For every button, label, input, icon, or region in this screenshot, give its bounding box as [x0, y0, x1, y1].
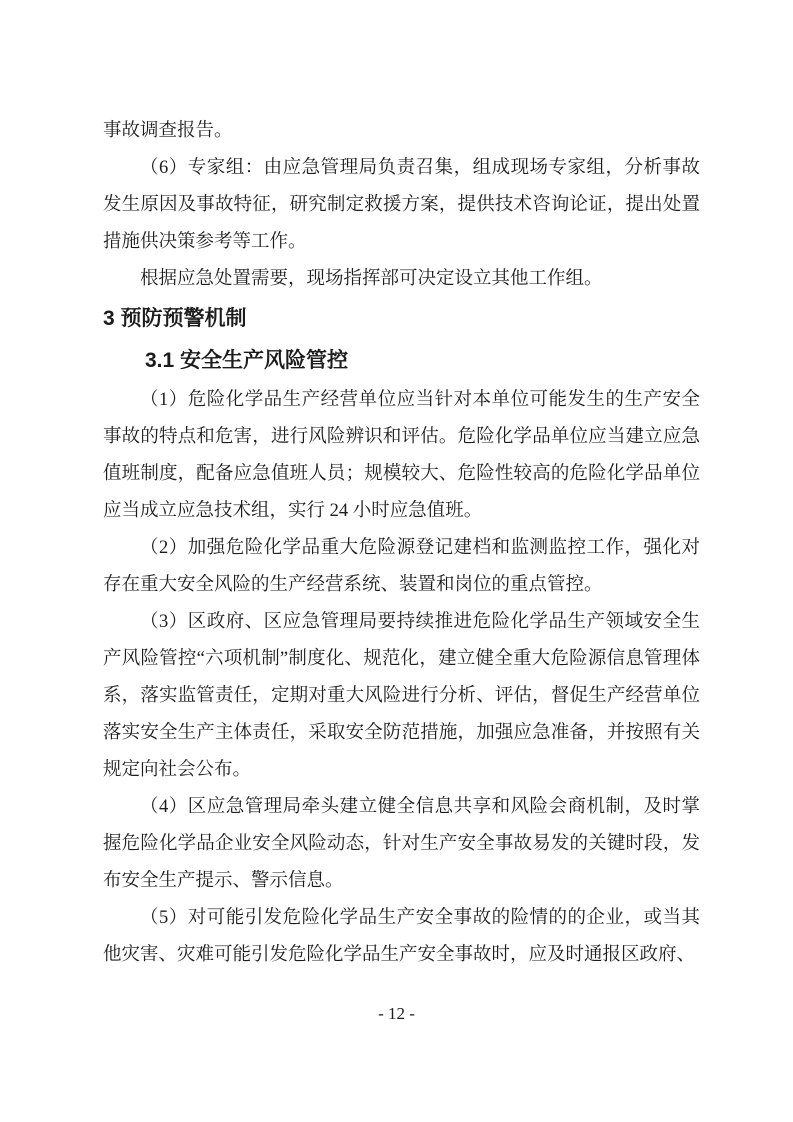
page-number: - 12 - — [378, 1004, 415, 1023]
paragraph-item-3: （3）区政府、区应急管理局要持续推进危险化学品生产领域安全生产风险管控“六项机制”制度化、规范化，建立健全重大危险源信息管理体系，落实监管责任，定期对重大风险进行分析、评估，督促生产经营单位落实安全生产主体责任，采取安全防范措施，加强应急准备，并按照有关规定向社会公布。 — [103, 612, 700, 780]
paragraph-continuation: 事故调查报告。 — [103, 121, 233, 141]
paragraph-expert-group: （6）专家组：由应急管理局负责召集，组成现场专家组，分析事故发生原因及事故特征，研究制定救援方案，提供技术咨询论证，提出处置措施供决策参考等工作。 — [103, 158, 700, 252]
paragraph-item-2: （2）加强危险化学品重大危险源登记建档和监测监控工作，强化对存在重大安全风险的生产经营系统、装置和岗位的重点管控。 — [103, 538, 700, 595]
paragraph-item-5: （5）对可能引发危险化学品生产安全事故的险情的的企业，或当其他灾害、灾难可能引发危险化学品生产安全事故时，应及时通报区政府、 — [103, 908, 700, 965]
document-body — [103, 113, 700, 974]
paragraph-item-4: （4）区应急管理局牵头建立健全信息共享和风险会商机制，及时掌握危险化学品企业安全风险动态，针对生产安全事故易发的关键时段，发布安全生产提示、警示信息。 — [103, 797, 700, 891]
paragraph-item-1: （1）危险化学品生产经营单位应当针对本单位可能发生的生产安全事故的特点和危害，进行风险辨识和评估。危险化学品单位应当建立应急值班制度，配备应急值班人员；规模较大、危险性较高的危险化学品单位应当成立应急技术组，实行 24 小时应急值班。 — [103, 390, 700, 521]
paragraph-other-workgroups: 根据应急处置需要，现场指挥部可决定设立其他工作组。 — [140, 269, 603, 289]
heading-3-1-production-safety-risk-control: 3.1 安全生产风险管控 — [145, 349, 349, 372]
heading-3-prevention-warning-mechanism: 3 预防预警机制 — [103, 307, 247, 330]
